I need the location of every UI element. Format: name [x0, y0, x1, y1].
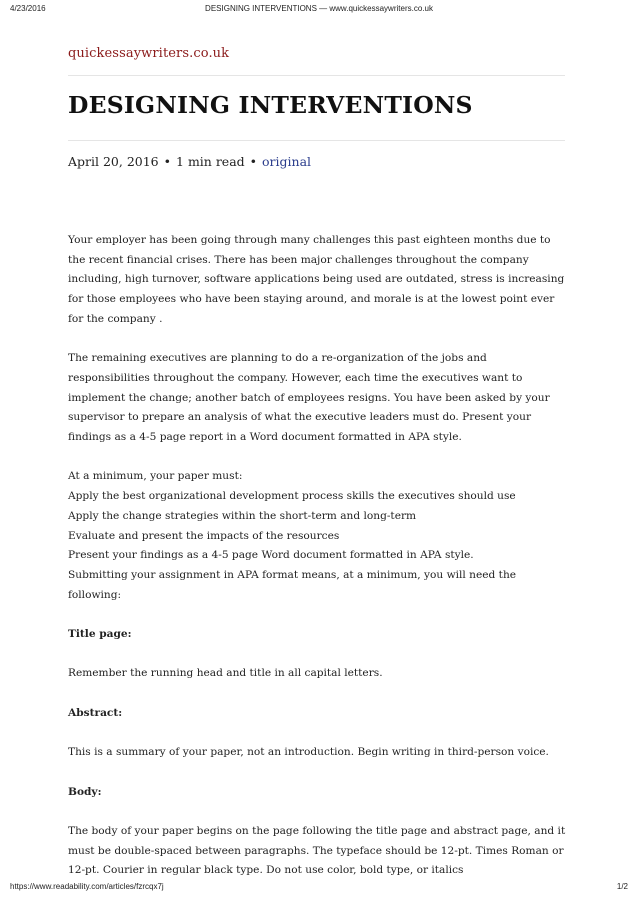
body-text: The body of your paper begins on the page following the title page and abstract page, and it must be double-spaced between paragraphs. The typeface should be 12-pt. Times Roman or 12-pt. Courier in regular black type. Do not use color, bold type, or italics: [68, 824, 566, 877]
article-title: DESIGNING INTERVENTIONS: [68, 91, 473, 119]
read-time: 1 min read: [176, 154, 245, 169]
body-heading: Body:: [68, 785, 102, 798]
executives-paragraph: The remaining executives are planning to do a re-organization of the jobs and responsibilities throughout the company. However, each time the executives want to implement the change; another batch of employees resigns. You have been asked by your supervisor to prepare an analysis of what the executive leaders must do. Present your findings as a 4-5 page report in a Word document formatted in APA style.: [68, 352, 550, 444]
requirement-item: Apply the best organizational development process skills the executives should use: [68, 490, 516, 503]
apa-note: Submitting your assignment in APA format means, at a minimum, you will need the following:: [68, 568, 517, 601]
requirement-item: Present your findings as a 4-5 page Word document formatted in APA style.: [68, 549, 474, 562]
requirements-block: [68, 467, 568, 605]
requirement-item: Apply the change strategies within the short-term and long-term: [68, 509, 417, 522]
requirement-item: Evaluate and present the impacts of the resources: [68, 529, 340, 542]
title-divider: [68, 140, 565, 141]
title-page-heading: Title page:: [68, 628, 132, 641]
meta-separator: •: [249, 154, 258, 169]
abstract-text: This is a summary of your paper, not an introduction. Begin writing in third-person voice.: [68, 746, 549, 759]
print-header: [10, 4, 628, 16]
article-body: [68, 231, 568, 901]
header-divider: [68, 75, 565, 76]
meta-separator: •: [163, 154, 172, 169]
intro-paragraph: Your employer has been going through many challenges this past eighteen months due to the recent financial crises. There has been major challenges throughout the company including, high turnover, software applications being used are outdated, stress is increasing for those employees who have been staying around, and morale is at the lowest point ever for the company .: [68, 234, 565, 325]
print-page-title: DESIGNING INTERVENTIONS — www.quickessaywriters.co.uk: [205, 4, 433, 13]
article-date: April 20, 2016: [68, 154, 159, 169]
article-meta: [68, 154, 311, 169]
print-date: 4/23/2016: [10, 4, 46, 13]
title-page-text: Remember the running head and title in all capital letters.: [68, 667, 383, 680]
page-number: 1/2: [616, 882, 628, 891]
print-footer: [10, 882, 628, 894]
site-name-link[interactable]: quickessaywriters.co.uk: [68, 46, 230, 61]
abstract-heading: Abstract:: [68, 706, 123, 719]
original-link[interactable]: original: [262, 154, 312, 169]
requirements-intro: At a minimum, your paper must:: [68, 470, 243, 483]
print-url: https://www.readability.com/articles/fzrcqx7j: [10, 882, 164, 891]
